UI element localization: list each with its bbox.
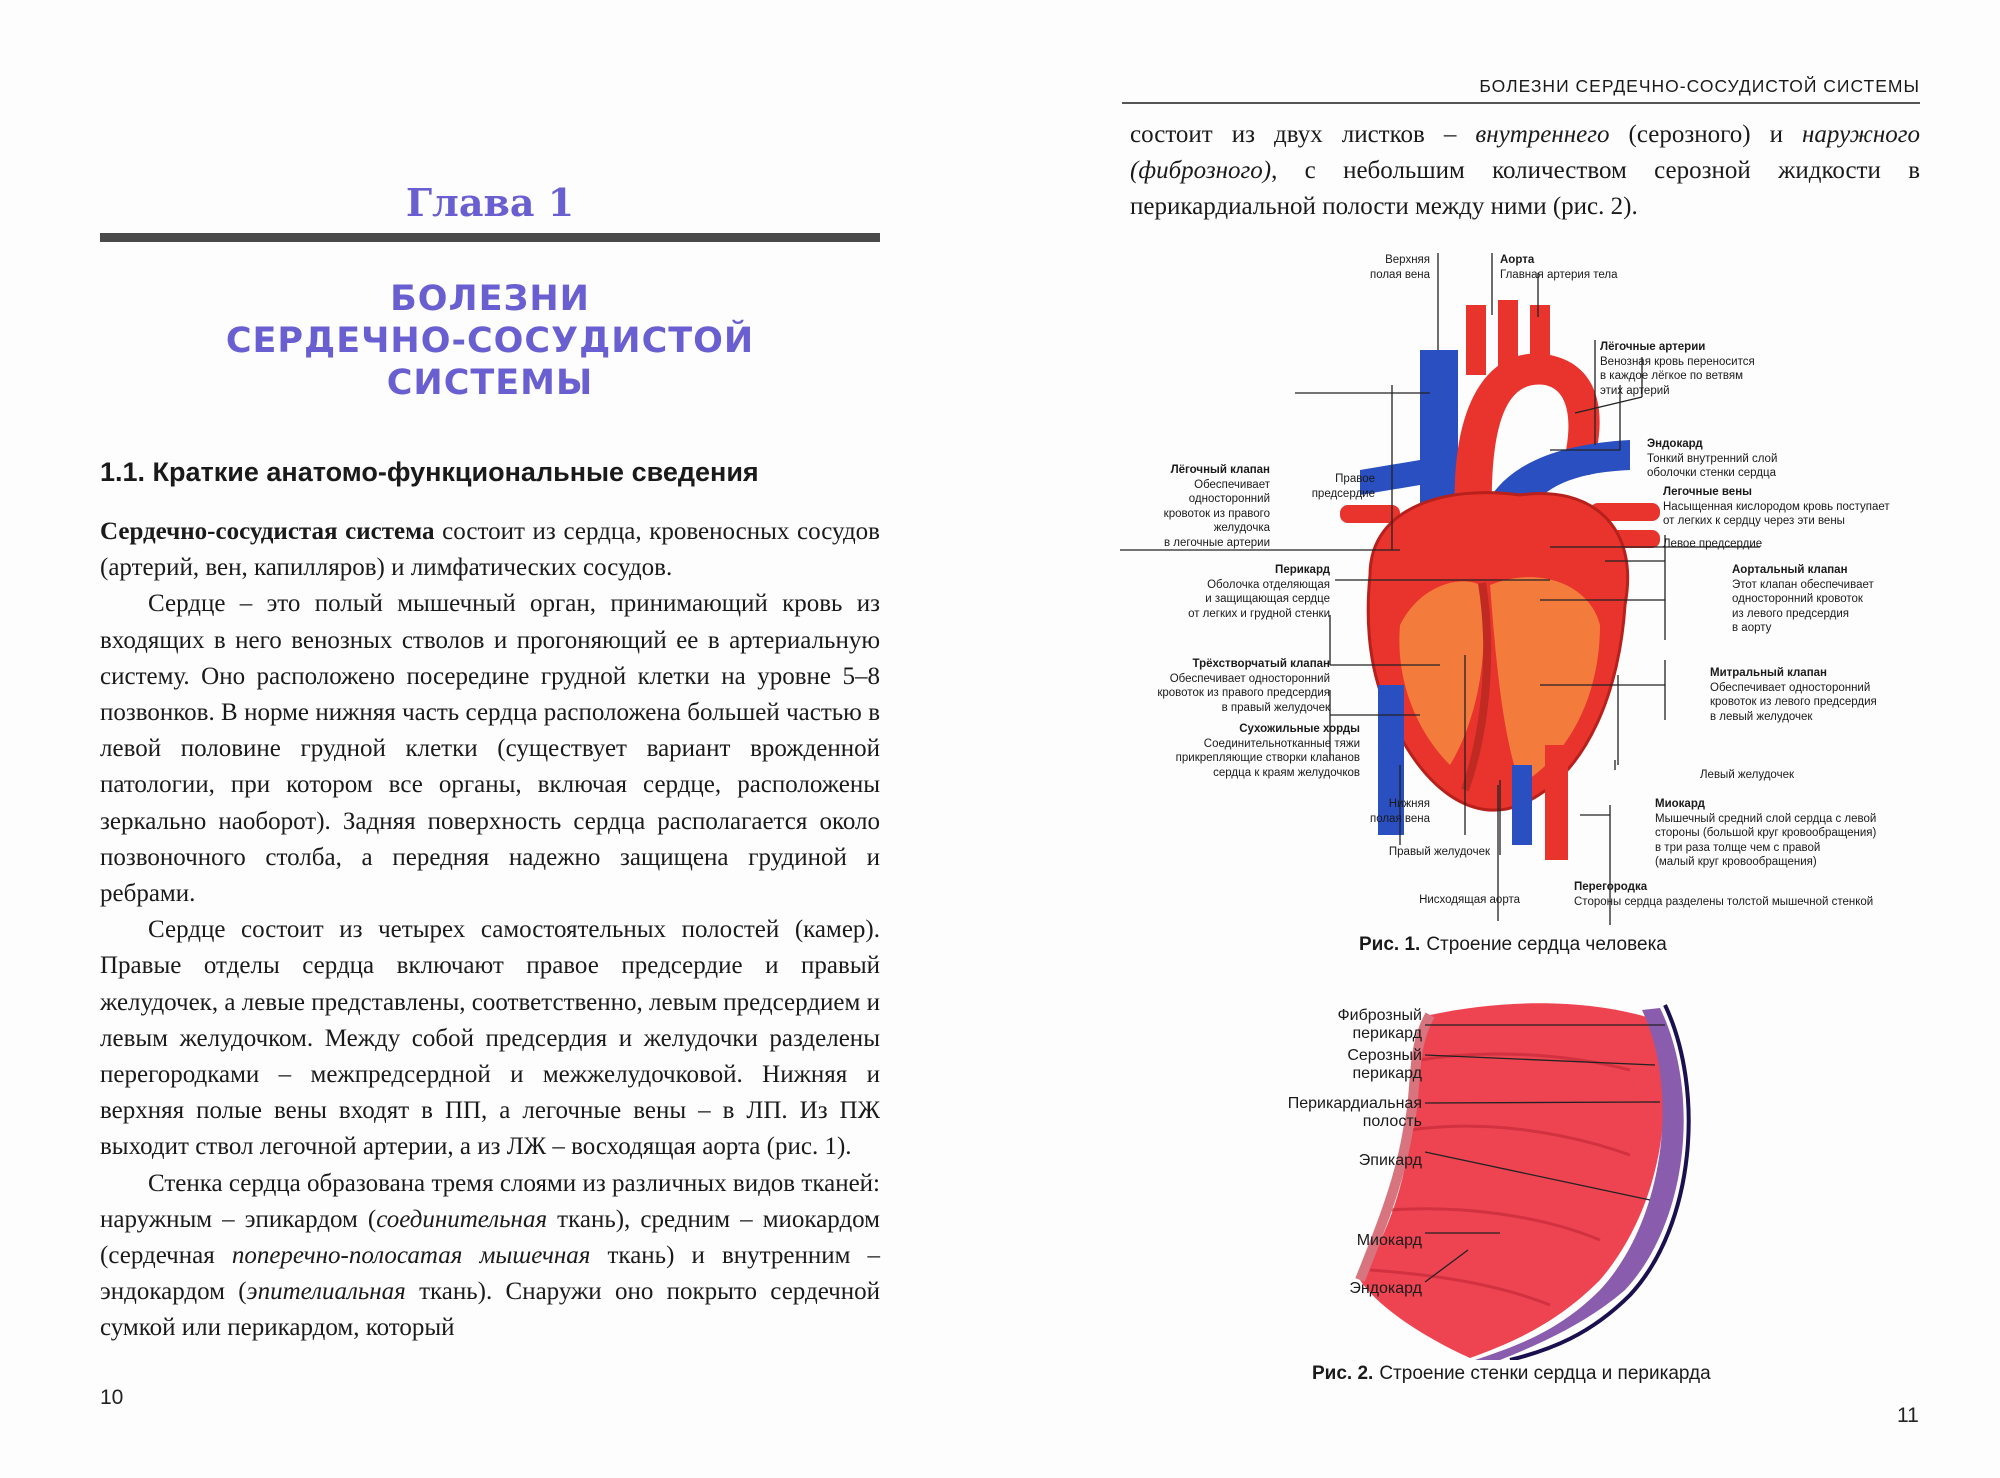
chapter-title-line-2: СЕРДЕЧНО-СОСУДИСТОЙ	[225, 321, 755, 361]
label-pulm-arteries-desc: Венозная кровь переносится в каждое лёгкое по ветвям этих артерий	[1600, 355, 1755, 397]
label-tricuspid-title: Трёхстворчатый клапан	[1192, 658, 1330, 670]
continuation-paragraph	[1130, 117, 1920, 226]
label-septum-desc: Стороны сердца разделены толстой мышечной стенкой	[1574, 895, 1874, 908]
label-upper-vena-cava: Верхняя полая вена	[1369, 254, 1430, 281]
label-chordae-title: Сухожильные хорды	[1239, 723, 1360, 735]
figure-1-number: Рис. 1.	[1359, 934, 1421, 955]
label-pulm-valve-desc: Обеспечивает односторонний кровоток из правого желудочка в легочные артерии	[1163, 478, 1270, 549]
chapter-label: Глава 1	[405, 180, 575, 225]
label-pulm-valve-title: Лёгочный клапан	[1170, 464, 1270, 476]
chapter-title-line-3: СИСТЕМЫ	[386, 363, 594, 403]
chapter-rule	[100, 233, 880, 242]
heart-wall-illustration	[1260, 990, 1800, 1360]
label-pericard-desc: Оболочка отделяющая и защищающая сердце от легких и грудной стенки	[1188, 578, 1330, 620]
label-mitral-title: Митральный клапан	[1710, 667, 1827, 679]
right-body-text	[1130, 117, 1920, 226]
p4-italic-3: эпителиальная	[246, 1278, 406, 1306]
cont-part-c: , с небольшим количеством серозной жидкости в перикардиальной полости между ними (рис. 2).	[1130, 157, 1920, 221]
label-left-ventricle: Левый желудочек	[1700, 769, 1794, 781]
descending-aorta	[1545, 745, 1568, 860]
label-pulmonary-arteries	[1600, 340, 1755, 398]
aorta-branch-2	[1498, 300, 1518, 370]
aorta-branch-3	[1530, 305, 1550, 375]
paragraph-2: Сердце – это полый мышечный орган, принимающий кровь из входящих в него венозных стволов и прогоняющий ее в артериальную систему. Оно расположено посередине грудной клетки на уровне 5–8 позвонков. В норме нижняя часть сердца расположена большей частью в левой половине грудной клетки (существует вариант врожденной патологии, при котором все органы, включая сердце, расположены зеркально наоборот). Задняя поверхность сердца располагается около позвоночного столба, а передняя надежно защищена грудиной и ребрами.	[100, 590, 880, 908]
label-descending-aorta: Нисходящая аорта	[1419, 894, 1520, 906]
p4-italic-2: поперечно-полосатая мышечная	[231, 1242, 591, 1270]
running-header: БОЛЕЗНИ СЕРДЕЧНО-СОСУДИСТОЙ СИСТЕМЫ	[1479, 76, 1920, 96]
label-tricuspid-valve	[1130, 657, 1330, 715]
p4-italic-1: соединительная	[376, 1205, 548, 1233]
label-right-ventricle: Правый желудочек	[1388, 846, 1490, 858]
label-chordae-desc: Соединительнотканные тяжи прикрепляющие створки клапанов сердца к краям желудочков	[1175, 737, 1360, 779]
vein-segment	[1512, 765, 1532, 845]
chapter-title-line-1: БОЛЕЗНИ	[390, 279, 590, 319]
label-mitral-valve	[1710, 666, 1877, 724]
label-pulmonary-valve	[1140, 463, 1270, 550]
label-aortic-valve	[1732, 563, 1874, 636]
page-number-right: 11	[1897, 1404, 1919, 1427]
label-aortic-valve-title: Аортальный клапан	[1732, 564, 1848, 576]
figure-2-title: Строение стенки сердца и перикарда	[1379, 1363, 1711, 1384]
paragraph-1-text: состоит из сердца, кровеносных сосудов (артерий, вен, капилляров) и лимфатических сосудов.	[100, 518, 880, 582]
cont-part-a: состоит из двух листков –	[1130, 121, 1476, 148]
label-aortic-valve-desc: Этот клапан обеспечивает односторонний кровоток из левого предсердия в аорту	[1732, 578, 1874, 634]
label-aorta-title: Аорта	[1500, 254, 1535, 266]
label-right-atrium: Правое предсердие	[1311, 473, 1375, 500]
cont-part-b: (серозного) и	[1609, 121, 1803, 148]
label-endocard-desc: Тонкий внутренний слой оболочки стенки сердца	[1647, 452, 1778, 479]
label-pericardial-cavity: Перикардиальная полость	[1287, 1095, 1422, 1130]
label-pulm-veins-desc: Насыщенная кислородом кровь поступает от легких к сердцу через эти вены	[1663, 500, 1890, 527]
label-chordae	[1150, 722, 1360, 780]
label-fibrous-pericardium: Фиброзный перикард	[1337, 1007, 1422, 1042]
figure-1-caption	[1359, 934, 1667, 956]
label-myocard-title: Миокард	[1655, 798, 1705, 810]
chapter-title	[100, 278, 880, 404]
header-rule	[1122, 102, 1920, 104]
cont-italic-1: внутреннего	[1475, 121, 1610, 148]
label-left-atrium: Левое предсердие	[1663, 538, 1763, 550]
pulmonary-vein-left	[1340, 505, 1400, 523]
paragraph-3: Сердце состоит из четырех самостоятельных полостей (камер). Правые отделы сердца включают правое предсердие и правый желудочек, а левые представлены, соответственно, левым предсердием и левым желудочком. Между собой предсердия и желудочки разделены перегородками – межпредсердной и межжелудочковой. Нижняя и верхняя полые вены входят в ПП, а легочные вены – в ЛП. Из ПЖ выходит ствол легочной артерии, а из ЛЖ – восходящая аорта (рис. 1).	[100, 916, 880, 1161]
label-lower-vena-cava: Нижняя полая вена	[1369, 798, 1430, 825]
label-myocard-desc: Мышечный средний слой сердца с левой стороны (большой круг кровообращения) в три раза толще чем с правой (малый круг кровообращения)	[1655, 812, 1877, 868]
paragraph-4	[100, 1166, 880, 1347]
label-septum-title: Перегородка	[1574, 881, 1648, 893]
label-endocard-title: Эндокард	[1647, 438, 1703, 450]
section-heading: 1.1. Краткие анатомо-функциональные сведения	[100, 457, 759, 487]
aorta-branch-1	[1466, 305, 1486, 375]
label-myocard	[1655, 797, 1876, 870]
label-aorta-desc: Главная артерия тела	[1500, 268, 1618, 281]
p4-part-c: ткань) и внутренним – эндокардом (	[100, 1242, 880, 1306]
label-aorta	[1500, 253, 1618, 282]
label-pericard-title: Перикард	[1275, 564, 1330, 576]
label-pulm-arteries-title: Лёгочные артерии	[1600, 341, 1706, 353]
left-body-text	[100, 514, 880, 1347]
figure-2-caption	[1312, 1363, 1711, 1385]
label-tricuspid-desc: Обеспечивает односторонний кровоток из правого предсердия в правый желудочек	[1157, 672, 1330, 714]
label-wall-myocard: Миокард	[1356, 1232, 1422, 1249]
label-wall-endocard: Эндокард	[1349, 1280, 1422, 1297]
label-mitral-desc: Обеспечивает односторонний кровоток из левого предсердия в левый желудочек	[1710, 681, 1877, 723]
p4-part-a: Стенка сердца образована тремя слоями из различных видов тканей: наружным – эпикардом (	[100, 1169, 880, 1233]
paragraph-1	[100, 514, 880, 586]
page-number-left: 10	[100, 1386, 124, 1409]
term-cardiovascular-system: Сердечно-сосудистая система	[100, 518, 435, 545]
figure-1-title: Строение сердца человека	[1426, 934, 1667, 955]
p4-part-b: ткань), средним – миокардом (сердечная	[100, 1205, 881, 1270]
label-pulmonary-veins	[1663, 485, 1890, 529]
label-pulm-veins-title: Легочные вены	[1663, 486, 1752, 498]
figure-2-number: Рис. 2.	[1312, 1363, 1374, 1384]
label-septum	[1574, 880, 1873, 909]
label-epicard: Эпикард	[1358, 1152, 1422, 1169]
label-serous-pericardium: Серозный перикард	[1347, 1047, 1422, 1082]
label-pericard	[1160, 563, 1330, 621]
label-endocard	[1647, 437, 1777, 481]
cont-italic-2: наружного (фиброзного)	[1130, 121, 1920, 185]
p4-part-d: ткань). Снаружи оно покрыто сердечной сумкой или перикардом, который	[100, 1278, 880, 1342]
